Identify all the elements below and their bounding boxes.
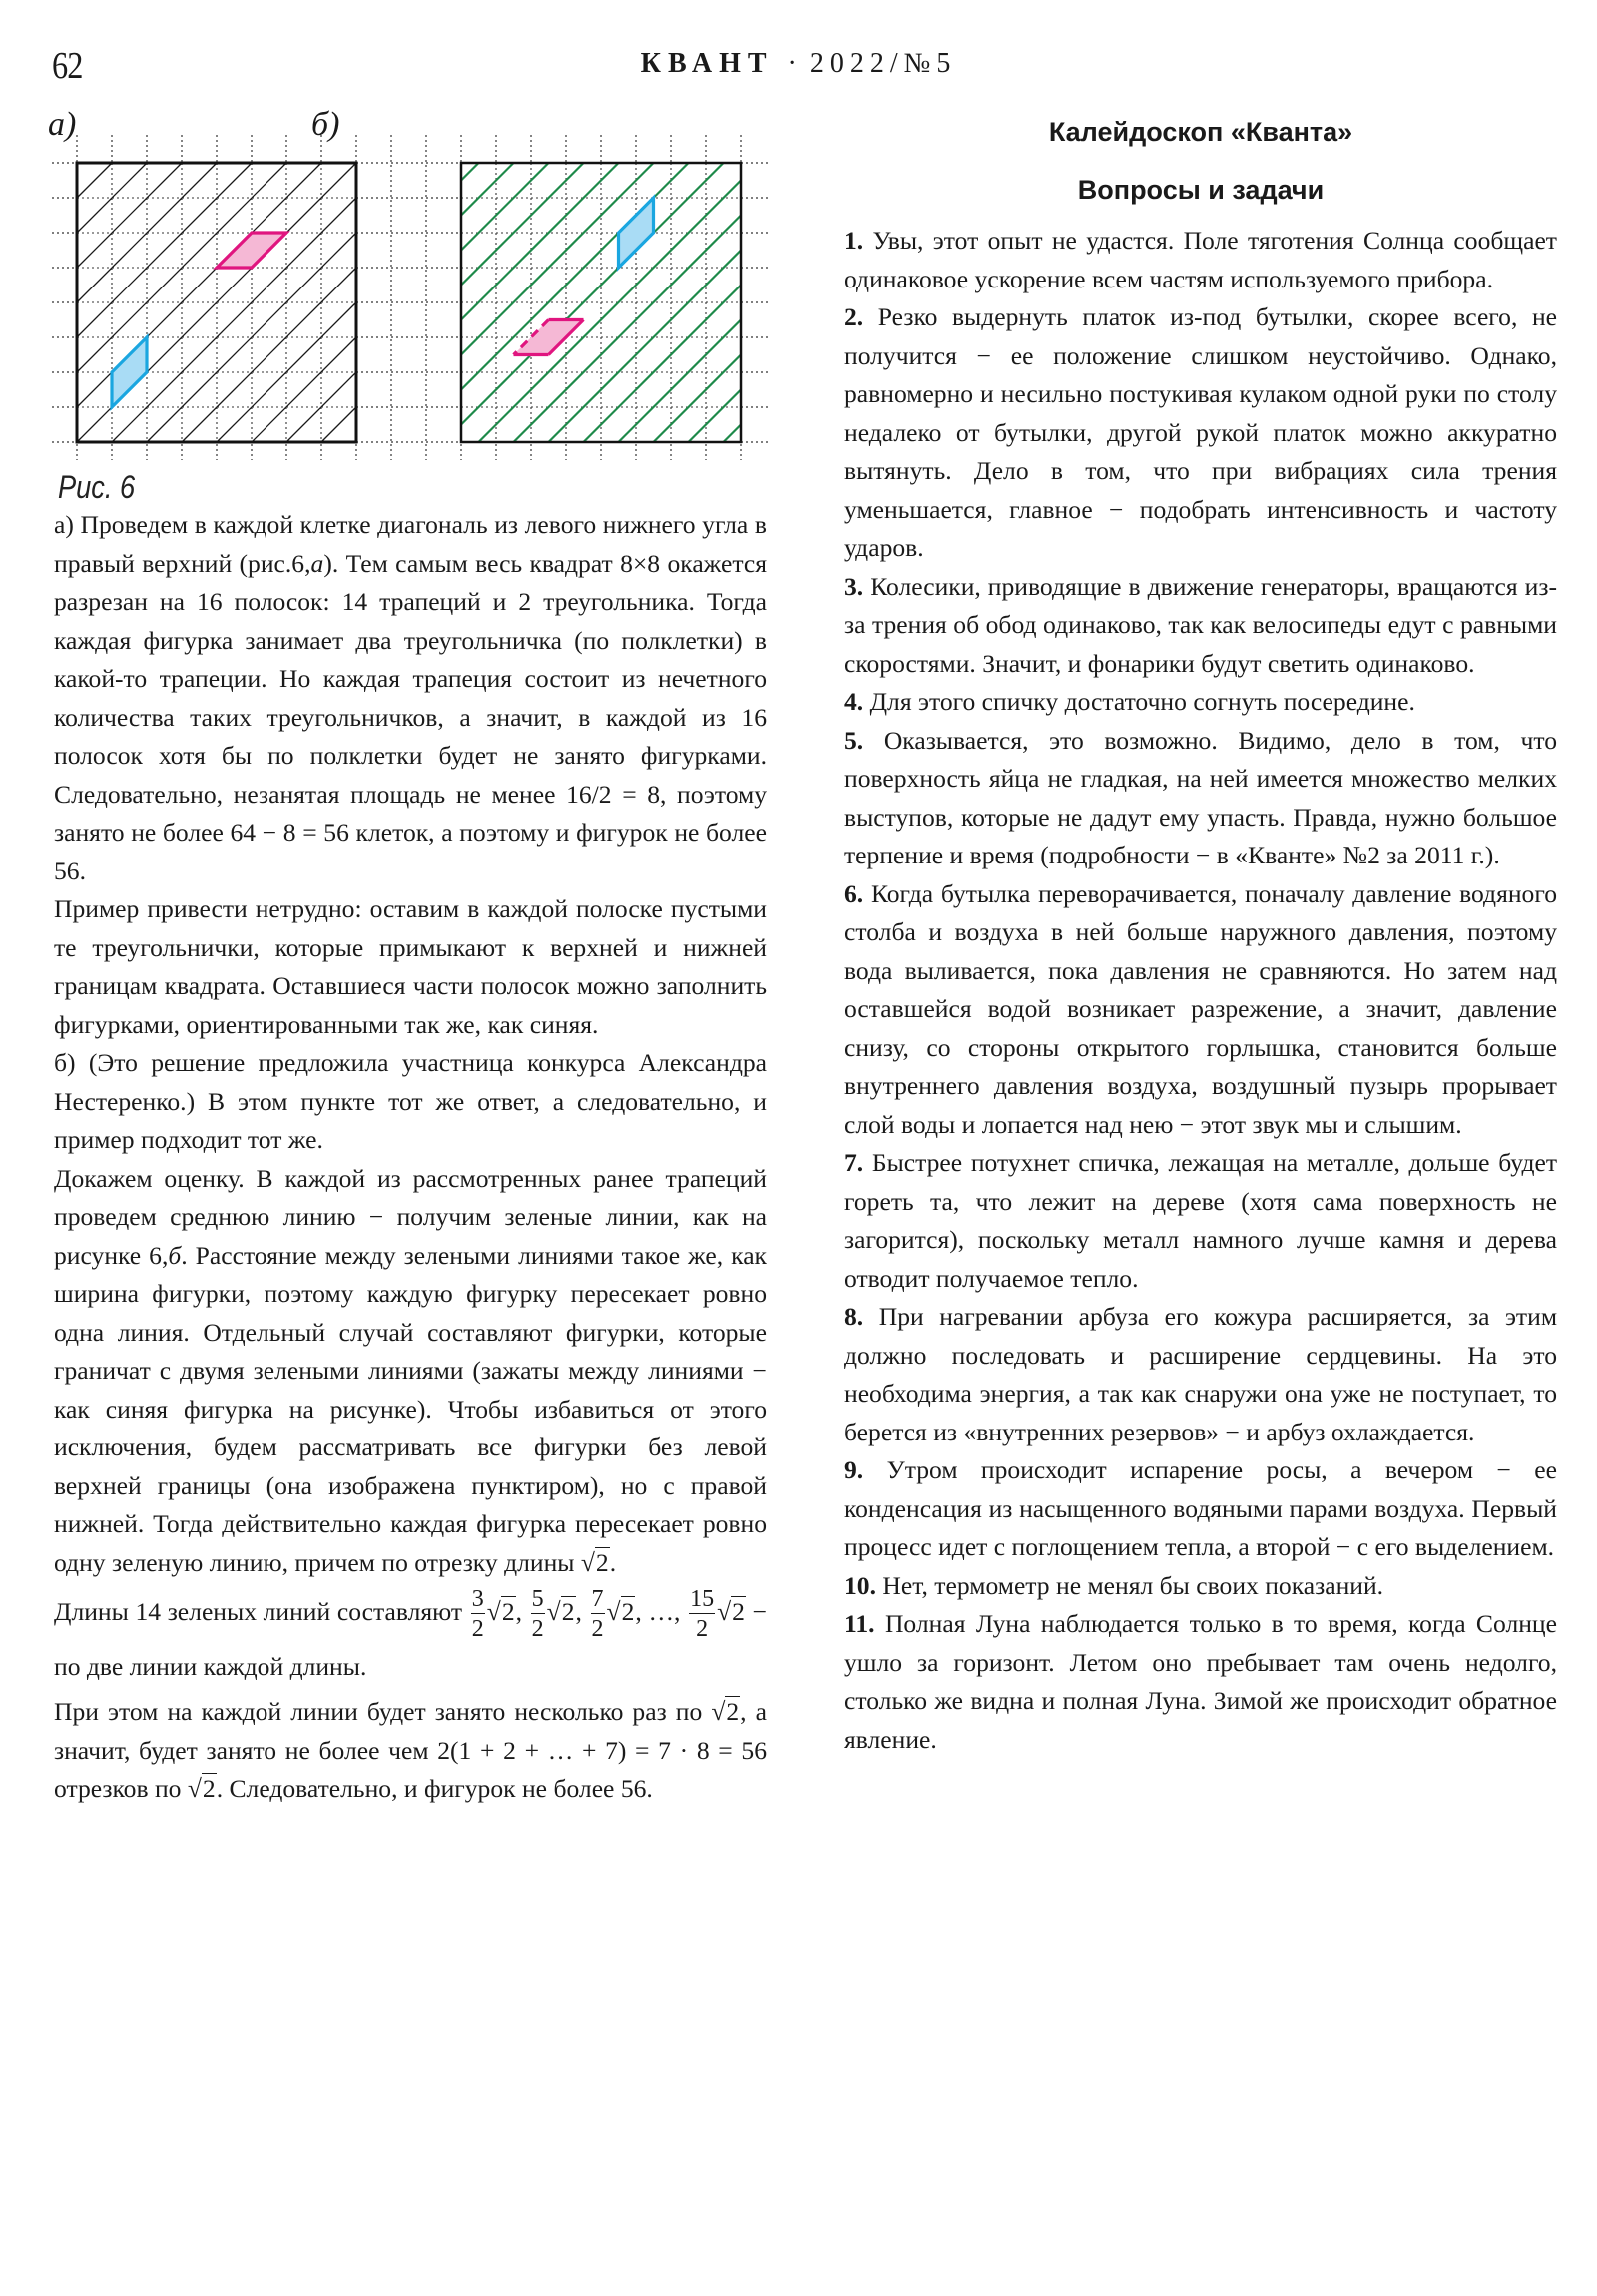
left-column-solution [54, 506, 767, 1809]
section-title: Калейдоскоп «Кванта» [1048, 117, 1353, 147]
fraction: $\frac{3}{2}$ [471, 1586, 484, 1643]
answer-item [844, 1144, 1557, 1298]
answer-number: 2. [844, 302, 878, 331]
answer-text: Когда бутылка переворачивается, поначалу давление водяного столба и воздуха в ней больше наружного давления, поэтому вода выливается, пока давления не сравняются. Но затем над оставшейся водой возникает разрежение, а значит, давление снизу, со стороны открытого горлышка, становится больше внутреннего давления воздуха, воздушный пузырь прорывает слой воды и лопается над нею − этот звук мы и слышим. [844, 878, 1557, 1139]
answer-item [844, 1605, 1557, 1759]
answer-text: Быстрее потухнет спичка, лежащая на металле, дольше будет гореть та, что лежит на дереве (хотя сама поверхность не загорится), поскольку металл намного лучше камня и дерева отводит получаемое тепло. [844, 1148, 1558, 1293]
figure-6 [40, 106, 779, 509]
answer-item [844, 1298, 1557, 1451]
solution-paragraph-example: Пример привести нетрудно: оставим в каждой полоске пустыми те треугольнички, которые примыкают к верхней и нижней границам квадрата. Оставшиеся части полосок можно заполнить фигурками, ориентированными так же, как синяя. [54, 894, 767, 1039]
answer-text: Увы, этот опыт не удастся. Поле тяготения Солнца сообщает одинаковое ускорение всем частям используемого прибора. [844, 226, 1557, 293]
answer-text: При нагревании арбуза его кожура расширяется, за этим должно последовать и расширение сердцевины. На это необходима энергия, а так как снаружи она уже не поступает, то берется из «внутренних резервов» − и арбуз охлаждается. [844, 1302, 1558, 1446]
answer-number: 4. [844, 687, 870, 716]
solution-paragraph-conclusion: При этом на каждой линии будет занято несколько раз по √2, а значит, будет занято не более чем 2(1 + 2 + … + 7) = 7 · 8 = 56 отрезков по √2. Следовательно, и фигурок не более 56. [54, 1697, 767, 1804]
fraction: $\frac{7}{2}$ [591, 1586, 604, 1643]
figure-label-a: а) [48, 106, 77, 143]
answer-text: Утром происходит испарение росы, а вечером − ее конденсация из насыщенного водяными парами воздуха. Первый процесс идет с поглощением тепла, а второй − с его выделением. [844, 1455, 1557, 1561]
header-separator: · [787, 48, 797, 79]
solution-paragraph-lengths: Длины 14 зеленых линий составляют $\frac{3}{2}$ √2, $\frac{5}{2}$ √2, $\frac{7}{2}$ √2, …, $\frac{15}{2}$ √2 − по две линии каждой длины. [54, 1586, 768, 1682]
section-subtitle: Вопросы и задачи [1077, 175, 1325, 205]
solution-paragraph-proof: Докажем оценку. В каждой из рассмотренных ранее трапеций проведем среднюю линию − получим зеленые линии, как на рисунке 6,б. Расстояние между зелеными линиями такое же, как ширина фигурки, поэтому каждую фигурку пересекает ровно одна линия. Отдельный случай составляют фигурки, которые граничат с двумя зелеными линиями (зажаты между линиями − как синяя фигурка на рисунке). Чтобы избавиться от этого исключения, будем рассматривать все фигурки без левой верхней границы (она изображена пунктиром), но с правой нижней. Тогда действительно каждая фигурка пересекает ровно одну зеленую линию, причем по отрезку длины √2. [54, 1163, 767, 1577]
answer-text: Колесики, приводящие в движение генераторы, вращаются из-за трения об обод одинаково, так как велосипеды едут с равными скоростями. Значит, и фонарики будут светить одинаково. [844, 571, 1557, 678]
answer-item [844, 683, 1557, 722]
page-number: 62 [52, 45, 83, 87]
answer-number: 1. [844, 226, 873, 255]
figure-6-diagram [40, 110, 779, 509]
answer-number: 10. [844, 1570, 883, 1600]
fraction: $\frac{15}{2}$ [690, 1586, 715, 1643]
answer-item [844, 875, 1557, 1145]
figure-label-b: б) [311, 106, 340, 143]
answer-text: Оказывается, это возможно. Видимо, дело в том, что поверхность яйца не гладкая, на ней имеется множество мелких выступов, которые не дадут ему упасть. Правда, нужно большое терпение и время (подробности − в «Кванте» №2 за 2011 г.). [844, 725, 1558, 869]
answer-item [844, 568, 1557, 684]
answer-number: 8. [844, 1302, 879, 1331]
answer-number: 5. [844, 725, 884, 755]
magazine-title: КВАНТ [640, 48, 774, 79]
running-head [0, 48, 1597, 80]
solution-paragraph-b: б) (Это решение предложила участница конкурса Александра Нестеренко.) В этом пункте тот же ответ, а следовательно, и пример подходит тот же. [54, 1048, 767, 1154]
answer-number: 3. [844, 571, 871, 601]
answer-text: Резко выдернуть платок из-под бутылки, скорее всего, не получится − ее положение слишком неустойчиво. Однако, равномерно и несильно постукивая кулаком одной руки по столу недалеко от бутылки, другой рукой платок можно аккуратно вытянуть. Дело в том, что при вибрациях сила трения уменьшается, главное − подобрать интенсивность и частоту ударов. [844, 302, 1557, 562]
solution-paragraph-a: а) Проведем в каждой клетке диагональ из левого нижнего угла в правый верхний (рис.6,а). Тем самым весь квадрат 8×8 окажется разрезан на 16 полосок: 14 трапеций и 2 треугольника. Тогда каждая фигурка занимает два треугольничка (по полклетки) в какой-то трапеции. Но каждая трапеция состоит из нечетного количества таких треугольничков, а значит, в каждой из 16 полосок хотя бы по полклетки будет не занято фигурками. Следовательно, незанятая площадь не менее 16/2 = 8, поэтому занято не более 64 − 8 = 56 клеток, а поэтому и фигурок не более 56. [54, 510, 768, 885]
answer-number: 11. [844, 1609, 885, 1638]
answer-text: Полная Луна наблюдается только в то время, когда Солнце ушло за горизонт. Летом оно пребывает там очень недолго, столько же видна и полная Луна. Зимой же происходит обратное явление. [844, 1609, 1557, 1754]
sqrt-expression: √2 [580, 1547, 609, 1577]
answer-item [844, 1451, 1557, 1567]
fraction: $\frac{5}{2}$ [531, 1586, 544, 1643]
answer-item [844, 222, 1557, 298]
issue-number: 2022/№5 [809, 48, 957, 79]
answer-item [844, 1567, 1557, 1606]
answer-item [844, 298, 1557, 568]
answer-number: 6. [844, 878, 871, 908]
figure-caption: Рис. 6 [58, 469, 136, 505]
answer-number: 7. [844, 1148, 872, 1177]
answer-number: 9. [844, 1455, 887, 1484]
answer-text: Для этого спичку достаточно согнуть посередине. [869, 687, 1415, 716]
answer-item [844, 722, 1557, 875]
answer-text: Нет, термометр не менял бы своих показаний. [882, 1570, 1384, 1600]
right-column-answers [844, 222, 1557, 1759]
